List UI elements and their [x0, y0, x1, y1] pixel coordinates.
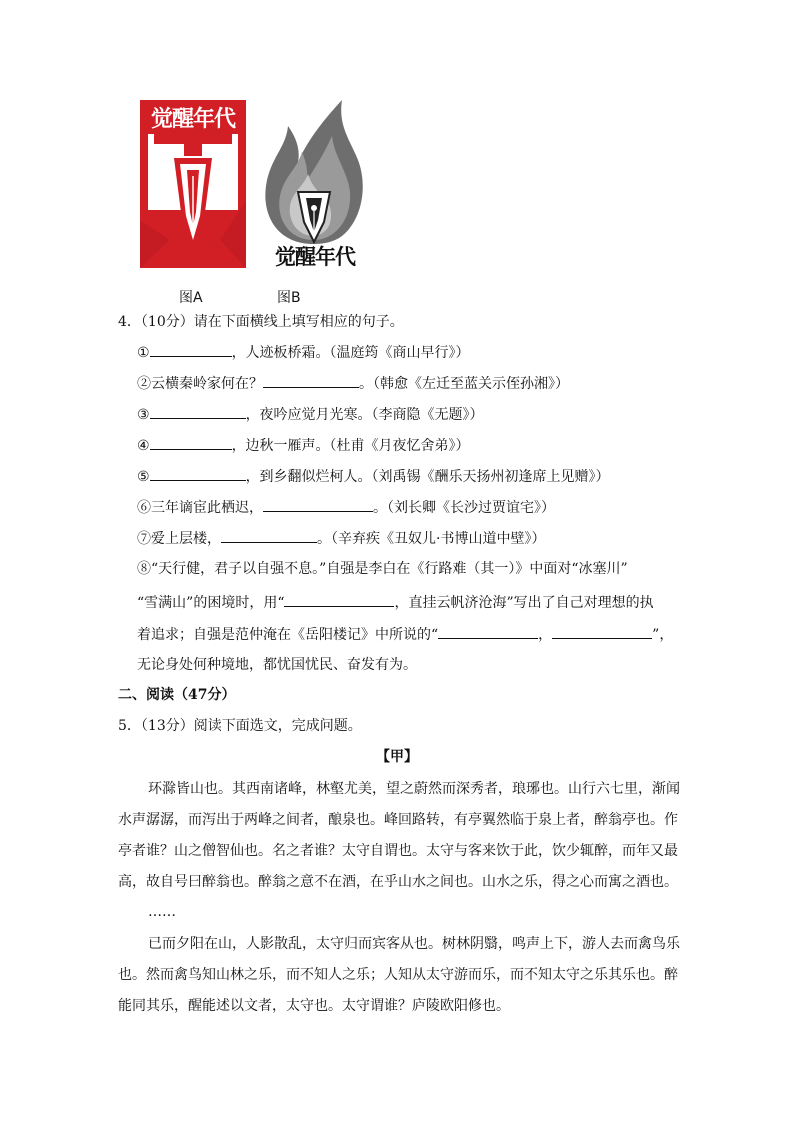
passage-line: 环滁皆山也。其西南诸峰，林壑尤美，望之蔚然而深秀者，琅琊也。山行六七里，渐闻 [148, 781, 680, 797]
passage-line: 水声潺潺，而泻出于两峰之间者，酿泉也。峰回路转，有亭翼然临于泉上者，醉翁亭也。作 [118, 812, 678, 828]
question-4-item-7: ⑦爱上层楼， 。（辛弃疾《丑奴儿·书博山道中壁》） [137, 528, 545, 549]
question-4-item-4: ④ ，边秋一雁声。（杜甫《月夜忆舍弟》） [137, 435, 470, 456]
logo-b-image [258, 96, 370, 274]
answer-blank[interactable] [221, 528, 317, 543]
question-4-item-5: ⑤ ，到乡翻似烂柯人。（刘禹锡《酬乐天扬州初逢席上见赠》） [137, 466, 610, 487]
answer-blank[interactable] [263, 497, 373, 512]
question-4-item-3: ③ ，夜吟应觉月光寒。（李商隐《无题》） [137, 404, 484, 425]
answer-blank[interactable] [150, 404, 246, 419]
question-4-item-1: ① ，人迹板桥霜。（温庭筠《商山早行》） [137, 342, 470, 363]
answer-blank[interactable] [263, 373, 359, 388]
passage-line: 已而夕阳在山，人影散乱，太守归而宾客从也。树林阴翳，鸣声上下，游人去而禽鸟乐 [148, 936, 680, 952]
answer-blank[interactable] [150, 466, 246, 481]
question-5-stem: 5．（13分）阅读下面选文，完成问题。 [118, 718, 362, 734]
answer-blank[interactable] [150, 342, 232, 357]
logo-a-title: 觉醒年代 [140, 102, 246, 133]
question-4-item-2: ②云横秦岭家何在？ 。（韩愈《左迁至蓝关示侄孙湘》） [137, 373, 569, 394]
figure-b-caption: 图B [277, 290, 301, 306]
question-4-stem: 4．（10分）请在下面横线上填写相应的句子。 [118, 314, 404, 330]
answer-blank[interactable] [150, 435, 232, 450]
passage-label: 【甲】 [376, 749, 418, 765]
question-4-item-8-line-1: ⑧“天行健，君子以自强不息。”自强是李白在《行路难（其一）》中面对“冰塞川” [137, 561, 628, 577]
answer-blank[interactable] [284, 592, 394, 607]
question-4-item-8-line-2: “雪满山”的困境时，用“ ，直挂云帆济沧海”写出了自己对理想的执 [137, 592, 654, 613]
logo-b-title: 觉醒年代 [275, 245, 355, 269]
ellipsis: …… [148, 904, 176, 920]
logo-a-image [140, 100, 246, 268]
answer-blank[interactable] [552, 624, 652, 639]
section-2-heading: 二、阅读（47分） [118, 687, 236, 703]
passage-line: 也。然而禽鸟知山林之乐，而不知人之乐；人知从太守游而乐，而不知太守之乐其乐也。醉 [118, 967, 678, 983]
flame-icon [258, 96, 370, 246]
question-4-item-6: ⑥三年谪宦此栖迟， 。（刘长卿《长沙过贾谊宅》） [137, 497, 555, 518]
passage-line: 能同其乐，醒能述以文者，太守也。太守谓谁？庐陵欧阳修也。 [118, 998, 510, 1014]
figure-a-caption: 图A [179, 290, 203, 306]
question-4-item-8-line-3: 着追求；自强是范仲淹在《岳阳楼记》中所说的“ ， ”， [137, 624, 673, 645]
passage-line: 高，故自号曰醉翁也。醉翁之意不在酒，在乎山水之间也。山水之乐，得之心而寓之酒也。 [118, 874, 678, 890]
passage-line: 亭者谁？山之僧智仙也。名之者谁？太守自谓也。太守与客来饮于此，饮少辄醉，而年又最 [118, 843, 678, 859]
question-4-item-8-line-4: 无论身处何种境地，都忧国忧民、奋发有为。 [137, 657, 417, 673]
answer-blank[interactable] [438, 624, 538, 639]
